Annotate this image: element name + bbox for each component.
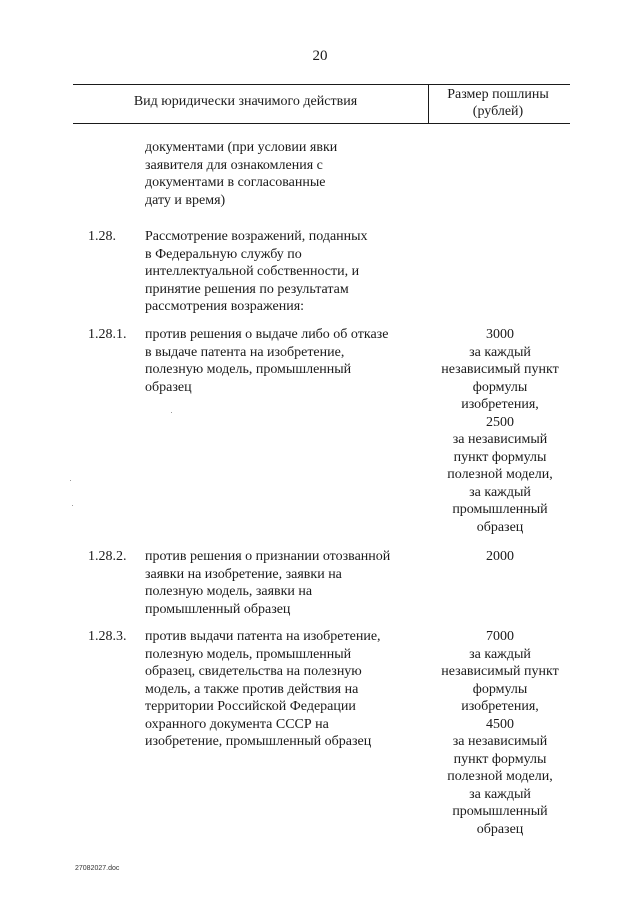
row-1-28-1-fee: 3000 за каждый независимый пункт формулы изобретения, 2500 за независимый пункт формулы полезной модели, за каждый промышленный образец <box>441 327 559 535</box>
row-1-28-2-number: 1.28.2. <box>88 549 127 564</box>
row-1-28-description: Рассмотрение возражений, поданных в Федеральную службу по интеллектуальной собственности, и принятие решения по результатам рассмотрения возражения: <box>145 229 368 314</box>
row-1-28-1-number: 1.28.1. <box>88 327 127 342</box>
row-1-28-2-fee: 2000 <box>486 549 514 564</box>
page-number: 20 <box>312 48 328 64</box>
row-1-28-3-number: 1.28.3. <box>88 629 127 644</box>
header-fee-column: Размер пошлины (рублей) <box>447 87 549 119</box>
document-filename-footer: 27082027.doc <box>75 865 120 872</box>
scan-speck <box>70 480 71 481</box>
scan-speck <box>171 412 172 413</box>
row-continuation-description: документами (при условии явки заявителя для ознакомления с документами в согласованные дату и время) <box>145 140 338 208</box>
row-1-28-number: 1.28. <box>88 229 116 244</box>
scan-speck <box>72 505 73 506</box>
header-column-divider <box>428 84 429 123</box>
header-action-column: Вид юридически значимого действия <box>133 94 358 109</box>
row-1-28-3-fee: 7000 за каждый независимый пункт формулы изобретения, 4500 за независимый пункт формулы полезной модели, за каждый промышленный образец <box>441 629 559 837</box>
row-1-28-3-description: против выдачи патента на изобретение, полезную модель, промышленный образец, свидетельства на полезную модель, а также против действия на территории Российской Федерации охранного документа СССР на изобретение, промышленный образец <box>145 629 381 749</box>
row-1-28-1-description: против решения о выдаче либо об отказе в выдаче патента на изобретение, полезную модель, промышленный образец <box>145 327 389 395</box>
table-header <box>73 84 570 124</box>
row-1-28-2-description: против решения о признании отозванной заявки на изобретение, заявки на полезную модель, заявки на промышленный образец <box>145 549 391 617</box>
